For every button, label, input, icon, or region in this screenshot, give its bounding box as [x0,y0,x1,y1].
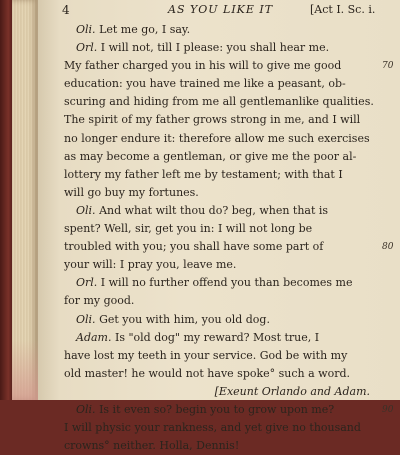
text-line [64,111,374,129]
text-line [64,130,374,148]
text-line [64,274,374,292]
speaker-name: Orl. [76,41,98,55]
line-text: Let me go, I say. [99,23,191,36]
line-text: lottery my father left me by testament; with that I [64,167,343,181]
speaker-name: Oli. [76,312,96,326]
line-text: Get you with him, you old dog. [99,312,270,326]
speaker-name: Orl. [76,276,98,290]
line-text: And what wilt thou do? beg, when that is [99,203,329,217]
line-text: I will no further offend you than becomes me [100,276,353,290]
text-line [64,365,374,383]
page-edge-shadow [12,340,38,400]
line-text: Is "old dog" my reward? Most true, I [114,330,320,344]
text-line [64,347,374,365]
text-line [64,256,374,274]
text-line [64,57,394,75]
text-line [64,329,374,347]
speaker-name: Adam. [76,330,112,344]
text-line [64,419,374,437]
line-text: I will not, till I please: you shall hear me. [100,41,330,55]
text-line [64,220,374,238]
running-title: AS YOU LIKE IT [168,3,274,16]
line-text: I will physic your rankness, and yet give no thousand [64,421,361,435]
line-text: will go buy my fortunes. [64,185,199,199]
line-text: as may become a gentleman, or give me the poor al- [64,149,357,163]
line-number: 70 [382,61,394,72]
speaker-name: Oli. [76,23,96,36]
line-text: spent? Well, sir, get you in: I will not long be [64,222,313,236]
speaker-name: Oli. [76,203,96,217]
text-line [64,21,374,39]
line-text: Is it even so? begin you to grow upon me? [99,402,335,416]
line-number: 80 [382,242,394,253]
book-page [38,0,400,453]
text-line [64,311,374,329]
line-text: crowns° neither. Holla, Dennis! [64,439,240,453]
text-line [64,437,374,455]
play-text [64,21,394,455]
speaker-name: Oli. [76,402,96,416]
line-text: troubled with you; you shall have some part of [64,240,324,254]
running-header [38,0,400,20]
line-text: My father charged you in his will to give me good [64,59,342,73]
text-line [64,184,374,202]
line-text: education: you have trained me like a peasant, ob- [64,77,346,91]
line-text: your will: I pray you, leave me. [64,258,237,272]
text-line [64,39,374,57]
text-line [64,292,374,310]
page-number: 4 [62,3,70,17]
text-line [64,238,394,256]
stage-direction: [Exeunt Orlando and Adam. [214,384,370,398]
text-line [64,148,374,166]
text-line [64,202,374,220]
text-line [64,93,374,111]
text-line [64,166,374,184]
text-line [64,401,394,419]
text-line [64,75,374,93]
act-scene-reference: [Act I. Sc. i. [310,3,376,16]
book-cover-edge [0,0,12,400]
line-text: for my good. [64,294,135,308]
line-text: have lost my teeth in your service. God be with my [64,348,348,362]
line-text: old master! he would not have spoke° such a word. [64,366,351,380]
line-text: The spirit of my father grows strong in me, and I will [64,113,361,127]
text-line [64,383,374,401]
line-text: no longer endure it: therefore allow me such exercises [64,131,370,145]
line-text: scuring and hiding from me all gentlemanlike qualities. [64,95,374,109]
line-number: 90 [382,404,394,415]
